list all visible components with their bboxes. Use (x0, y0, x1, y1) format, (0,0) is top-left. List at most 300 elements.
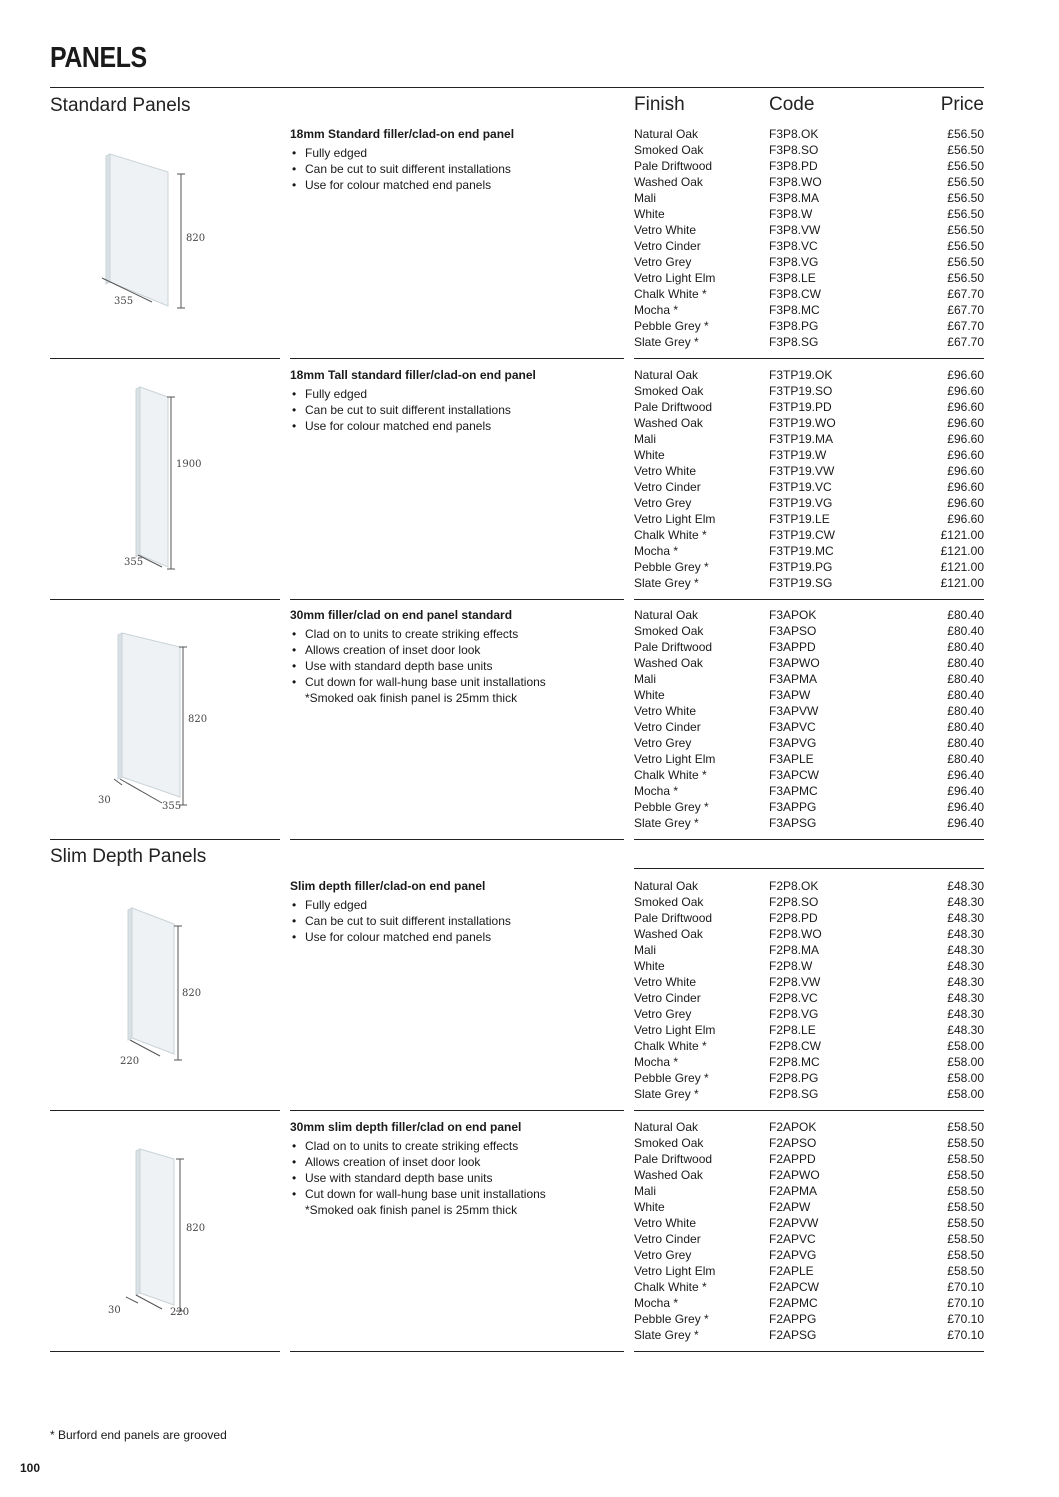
table-row (634, 270, 984, 286)
panel-face (110, 154, 168, 306)
panel-face (140, 1149, 174, 1305)
price-cell: £56.50 (947, 271, 984, 285)
code-cell: F3APSG (769, 816, 817, 830)
price-cell: £80.40 (947, 624, 984, 638)
code-cell: F3TP19.VC (769, 480, 832, 494)
feature-list (290, 145, 620, 193)
code-cell: F3APW (769, 688, 811, 702)
price-cell: £80.40 (947, 704, 984, 718)
finish-cell: Vetro White (634, 975, 697, 989)
price-cell: £96.40 (947, 800, 984, 814)
price-cell: £96.60 (947, 400, 984, 414)
price-cell: £121.00 (940, 560, 984, 574)
price-cell: £58.50 (947, 1200, 984, 1214)
price-cell: £96.40 (947, 768, 984, 782)
code-cell: F3TP19.MA (769, 432, 834, 446)
panel-illustration (50, 126, 280, 341)
price-cell: £96.60 (947, 416, 984, 430)
code-cell: F2P8.MA (769, 943, 820, 957)
price-cell: £56.50 (947, 159, 984, 173)
depth-dimension-line (126, 1297, 138, 1303)
code-cell: F3TP19.OK (769, 368, 833, 382)
width-dimension-label: 220 (170, 1307, 190, 1318)
price-table (634, 126, 984, 350)
panel-drawing (50, 367, 280, 582)
table-row (634, 1070, 984, 1086)
height-dimension-label: 1900 (176, 459, 202, 470)
table-row (634, 383, 984, 399)
code-cell: F3APCW (769, 768, 820, 782)
code-cell: F2P8.WO (769, 927, 822, 941)
table-row (634, 399, 984, 415)
price-cell: £56.50 (947, 239, 984, 253)
finish-cell: Vetro White (634, 704, 697, 718)
price-cell: £96.60 (947, 496, 984, 510)
finish-cell: Washed Oak (634, 656, 703, 670)
finish-cell: Natural Oak (634, 879, 699, 893)
price-cell: £96.60 (947, 448, 984, 462)
code-cell: F2APMC (769, 1296, 818, 1310)
panel-face (140, 387, 168, 567)
table-row (634, 607, 984, 623)
table-row (634, 1054, 984, 1070)
column-header-code: Code (769, 94, 815, 115)
table-row (634, 703, 984, 719)
table-row (634, 1135, 984, 1151)
code-cell: F3P8.OK (769, 127, 819, 141)
price-cell: £56.50 (947, 255, 984, 269)
price-cell: £58.50 (947, 1136, 984, 1150)
divider (634, 1351, 984, 1352)
finish-cell: Pale Driftwood (634, 911, 713, 925)
table-row (634, 878, 984, 894)
finish-cell: Vetro Cinder (634, 480, 701, 494)
divider (634, 599, 984, 600)
divider (290, 358, 624, 359)
table-row (634, 190, 984, 206)
table-row (634, 1279, 984, 1295)
finish-cell: Vetro Light Elm (634, 752, 716, 766)
code-cell: F3P8.LE (769, 271, 816, 285)
table-row (634, 527, 984, 543)
code-cell: F2P8.OK (769, 879, 819, 893)
table-row (634, 1215, 984, 1231)
finish-cell: Pale Driftwood (634, 1152, 713, 1166)
price-cell: £67.70 (947, 335, 984, 349)
finish-cell: Chalk White * (634, 528, 707, 542)
price-cell: £96.60 (947, 512, 984, 526)
code-cell: F3TP19.MC (769, 544, 834, 558)
table-row (634, 623, 984, 639)
code-cell: F3TP19.VG (769, 496, 833, 510)
price-cell: £121.00 (940, 576, 984, 590)
divider (50, 599, 280, 600)
finish-cell: Natural Oak (634, 1120, 699, 1134)
divider (50, 358, 280, 359)
finish-cell: Mocha * (634, 303, 679, 317)
table-row (634, 1119, 984, 1135)
table-row (634, 479, 984, 495)
panel-edge (106, 154, 110, 284)
table-row (634, 910, 984, 926)
finish-cell: Vetro Grey (634, 255, 692, 269)
finish-cell: Vetro Cinder (634, 1232, 701, 1246)
code-cell: F3APPD (769, 640, 816, 654)
finish-cell: Slate Grey * (634, 335, 699, 349)
code-cell: F3TP19.CW (769, 528, 836, 542)
product-title: 30mm filler/clad on end panel standard (290, 608, 513, 622)
price-table (634, 367, 984, 591)
price-cell: £48.30 (947, 895, 984, 909)
code-cell: F3P8.PG (769, 319, 819, 333)
finish-cell: White (634, 207, 665, 221)
divider (290, 599, 624, 600)
finish-cell: Vetro Grey (634, 736, 692, 750)
code-cell: F3APVW (769, 704, 819, 718)
code-cell: F2P8.VC (769, 991, 818, 1005)
price-table (634, 607, 984, 831)
table-row (634, 1199, 984, 1215)
code-cell: F3P8.WO (769, 175, 822, 189)
code-cell: F2APVG (769, 1248, 817, 1262)
code-cell: F2P8.VG (769, 1007, 819, 1021)
code-cell: F3APOK (769, 608, 817, 622)
code-cell: F3TP19.WO (769, 416, 836, 430)
code-cell: F2P8.VW (769, 975, 821, 989)
finish-cell: Natural Oak (634, 368, 699, 382)
code-cell: F3P8.VW (769, 223, 821, 237)
price-cell: £48.30 (947, 927, 984, 941)
finish-cell: Vetro Light Elm (634, 1264, 716, 1278)
feature-item: • Allows creation of inset door look (290, 1154, 620, 1170)
product-note: *Smoked oak finish panel is 25mm thick (305, 1203, 518, 1217)
table-row (634, 334, 984, 350)
column-header-price: Price (940, 94, 984, 115)
feature-item: • Clad on to units to create striking effects (290, 1138, 620, 1154)
feature-item: • Cut down for wall-hung base unit installations (290, 674, 620, 690)
code-cell: F3P8.SO (769, 143, 819, 157)
price-cell: £48.30 (947, 879, 984, 893)
panel-edge (136, 387, 140, 557)
table-row (634, 495, 984, 511)
table-row (634, 958, 984, 974)
price-cell: £96.60 (947, 464, 984, 478)
finish-cell: Smoked Oak (634, 1136, 704, 1150)
code-cell: F2APMA (769, 1184, 818, 1198)
price-cell: £96.60 (947, 384, 984, 398)
feature-list (290, 1138, 620, 1202)
divider (634, 868, 984, 869)
table-row (634, 767, 984, 783)
table-row (634, 1263, 984, 1279)
table-row (634, 511, 984, 527)
table-row (634, 222, 984, 238)
width-dimension-label: 355 (124, 557, 144, 568)
finish-cell: Mali (634, 432, 657, 446)
finish-cell: Mali (634, 1184, 657, 1198)
panel-edge (136, 1149, 140, 1295)
finish-cell: Vetro Grey (634, 1248, 692, 1262)
table-row (634, 671, 984, 687)
code-cell: F3P8.VC (769, 239, 818, 253)
feature-item: • Fully edged (290, 145, 620, 161)
feature-item: • Can be cut to suit different installations (290, 913, 620, 929)
table-row (634, 783, 984, 799)
finish-cell: Mocha * (634, 784, 679, 798)
footnote: * Burford end panels are grooved (50, 1428, 227, 1442)
finish-cell: Pebble Grey * (634, 1312, 709, 1326)
table-row (634, 206, 984, 222)
panel-illustration (50, 1119, 280, 1334)
table-row (634, 1086, 984, 1102)
finish-cell: Smoked Oak (634, 624, 704, 638)
price-cell: £80.40 (947, 736, 984, 750)
price-cell: £70.10 (947, 1280, 984, 1294)
width-dimension-label: 355 (162, 801, 182, 812)
code-cell: F2APVC (769, 1232, 816, 1246)
price-cell: £48.30 (947, 1023, 984, 1037)
divider (290, 839, 624, 840)
code-cell: F3TP19.SO (769, 384, 833, 398)
panel-illustration (50, 878, 280, 1093)
finish-cell: Pebble Grey * (634, 319, 709, 333)
panel-face (132, 908, 174, 1054)
code-cell: F2APCW (769, 1280, 820, 1294)
code-cell: F2APWO (769, 1168, 820, 1182)
panel-edge (118, 633, 122, 779)
price-cell: £58.50 (947, 1168, 984, 1182)
panel-drawing (50, 878, 280, 1093)
page-title: PANELS (50, 42, 147, 74)
finish-cell: Vetro Light Elm (634, 271, 716, 285)
price-cell: £67.70 (947, 303, 984, 317)
feature-item: • Use for colour matched end panels (290, 177, 620, 193)
price-cell: £80.40 (947, 752, 984, 766)
price-cell: £96.60 (947, 432, 984, 446)
code-cell: F3APSO (769, 624, 817, 638)
price-cell: £48.30 (947, 959, 984, 973)
table-row (634, 286, 984, 302)
height-dimension-label: 820 (186, 1223, 206, 1234)
table-row (634, 1247, 984, 1263)
table-row (634, 735, 984, 751)
table-row (634, 815, 984, 831)
finish-cell: Slate Grey * (634, 1087, 699, 1101)
price-cell: £48.30 (947, 975, 984, 989)
table-row (634, 751, 984, 767)
table-row (634, 1183, 984, 1199)
code-cell: F3P8.PD (769, 159, 818, 173)
price-cell: £80.40 (947, 688, 984, 702)
price-cell: £58.50 (947, 1264, 984, 1278)
price-cell: £80.40 (947, 608, 984, 622)
finish-cell: Mocha * (634, 1296, 679, 1310)
finish-cell: Pebble Grey * (634, 1071, 709, 1085)
code-cell: F3TP19.VW (769, 464, 835, 478)
divider (634, 1110, 984, 1111)
table-row (634, 1231, 984, 1247)
finish-cell: Smoked Oak (634, 143, 704, 157)
table-row (634, 447, 984, 463)
width-dimension-label: 220 (120, 1056, 140, 1067)
price-cell: £56.50 (947, 207, 984, 221)
panel-drawing (50, 1119, 280, 1334)
price-cell: £48.30 (947, 943, 984, 957)
feature-item: • Use for colour matched end panels (290, 418, 620, 434)
table-row (634, 431, 984, 447)
table-row (634, 655, 984, 671)
divider (290, 1351, 624, 1352)
price-cell: £58.00 (947, 1087, 984, 1101)
code-cell: F2APPG (769, 1312, 817, 1326)
table-row (634, 575, 984, 591)
price-cell: £48.30 (947, 911, 984, 925)
table-row (634, 543, 984, 559)
product-title: 18mm Standard filler/clad-on end panel (290, 127, 515, 141)
panel-drawing (50, 607, 280, 822)
product-description (290, 126, 620, 193)
feature-list (290, 897, 620, 945)
table-row (634, 1022, 984, 1038)
table-row (634, 1327, 984, 1343)
finish-cell: Mocha * (634, 1055, 679, 1069)
price-cell: £80.40 (947, 656, 984, 670)
feature-item: • Fully edged (290, 386, 620, 402)
table-row (634, 415, 984, 431)
finish-cell: Slate Grey * (634, 576, 699, 590)
code-cell: F3TP19.SG (769, 576, 833, 590)
panel-face (122, 633, 180, 797)
table-row (634, 1167, 984, 1183)
price-cell: £58.50 (947, 1120, 984, 1134)
finish-cell: Vetro Light Elm (634, 512, 716, 526)
section-heading-slim: Slim Depth Panels (50, 846, 207, 867)
finish-cell: Vetro Grey (634, 1007, 692, 1021)
feature-item: • Clad on to units to create striking effects (290, 626, 620, 642)
table-row (634, 639, 984, 655)
column-header-finish: Finish (634, 94, 685, 115)
price-cell: £70.10 (947, 1312, 984, 1326)
code-cell: F2P8.SO (769, 895, 819, 909)
feature-item: • Can be cut to suit different installations (290, 161, 620, 177)
price-cell: £56.50 (947, 223, 984, 237)
price-cell: £58.50 (947, 1152, 984, 1166)
table-row (634, 142, 984, 158)
code-cell: F2APOK (769, 1120, 817, 1134)
table-row (634, 174, 984, 190)
table-row (634, 894, 984, 910)
table-row (634, 158, 984, 174)
table-row (634, 942, 984, 958)
feature-item: • Cut down for wall-hung base unit installations (290, 1186, 620, 1202)
finish-cell: Washed Oak (634, 175, 703, 189)
code-cell: F2APVW (769, 1216, 819, 1230)
product-title: Slim depth filler/clad-on end panel (290, 879, 486, 893)
finish-cell: Vetro White (634, 223, 697, 237)
code-cell: F2P8.SG (769, 1087, 819, 1101)
feature-list (290, 386, 620, 434)
code-cell: F2P8.PD (769, 911, 818, 925)
code-cell: F2APLE (769, 1264, 814, 1278)
price-cell: £58.50 (947, 1248, 984, 1262)
finish-cell: Vetro Cinder (634, 720, 701, 734)
code-cell: F3P8.CW (769, 287, 822, 301)
price-table (634, 1119, 984, 1343)
table-row (634, 990, 984, 1006)
feature-item: • Fully edged (290, 897, 620, 913)
finish-cell: Natural Oak (634, 608, 699, 622)
page-number: 100 (20, 1461, 41, 1475)
table-row (634, 302, 984, 318)
feature-item: • Can be cut to suit different installations (290, 402, 620, 418)
code-cell: F2P8.LE (769, 1023, 816, 1037)
product-note: *Smoked oak finish panel is 25mm thick (305, 691, 518, 705)
finish-cell: Washed Oak (634, 416, 703, 430)
feature-item: • Allows creation of inset door look (290, 642, 620, 658)
code-cell: F3APVC (769, 720, 816, 734)
table-row (634, 1038, 984, 1054)
height-dimension-label: 820 (188, 714, 208, 725)
price-cell: £96.60 (947, 368, 984, 382)
feature-item: • Use with standard depth base units (290, 658, 620, 674)
table-row (634, 463, 984, 479)
finish-cell: Mocha * (634, 544, 679, 558)
table-row (634, 254, 984, 270)
price-cell: £70.10 (947, 1296, 984, 1310)
price-cell: £48.30 (947, 991, 984, 1005)
finish-cell: Pale Driftwood (634, 159, 713, 173)
price-cell: £80.40 (947, 720, 984, 734)
table-row (634, 1006, 984, 1022)
product-description (290, 367, 620, 434)
product-description (290, 1119, 620, 1218)
code-cell: F2APSO (769, 1136, 817, 1150)
code-cell: F2P8.MC (769, 1055, 820, 1069)
finish-cell: Chalk White * (634, 768, 707, 782)
finish-cell: Mali (634, 943, 657, 957)
price-table (634, 878, 984, 1102)
table-row (634, 687, 984, 703)
divider (50, 1110, 280, 1111)
code-cell: F3APMC (769, 784, 818, 798)
price-cell: £58.00 (947, 1071, 984, 1085)
code-cell: F2P8.CW (769, 1039, 822, 1053)
price-cell: £58.50 (947, 1232, 984, 1246)
product-title: 18mm Tall standard filler/clad-on end panel (290, 368, 536, 382)
price-cell: £96.40 (947, 784, 984, 798)
finish-cell: Pebble Grey * (634, 560, 709, 574)
finish-cell: Natural Oak (634, 127, 699, 141)
finish-cell: Chalk White * (634, 287, 707, 301)
finish-cell: Vetro Light Elm (634, 1023, 716, 1037)
finish-cell: Pebble Grey * (634, 800, 709, 814)
price-cell: £80.40 (947, 672, 984, 686)
price-cell: £56.50 (947, 175, 984, 189)
finish-cell: Mali (634, 191, 657, 205)
product-description (290, 607, 620, 706)
table-row (634, 367, 984, 383)
price-cell: £48.30 (947, 1007, 984, 1021)
product-description (290, 878, 620, 945)
price-cell: £56.50 (947, 127, 984, 141)
code-cell: F3P8.MC (769, 303, 820, 317)
price-cell: £70.10 (947, 1328, 984, 1342)
height-dimension-label: 820 (182, 988, 202, 999)
price-cell: £56.50 (947, 191, 984, 205)
finish-cell: Chalk White * (634, 1280, 707, 1294)
finish-cell: Smoked Oak (634, 384, 704, 398)
table-row (634, 238, 984, 254)
